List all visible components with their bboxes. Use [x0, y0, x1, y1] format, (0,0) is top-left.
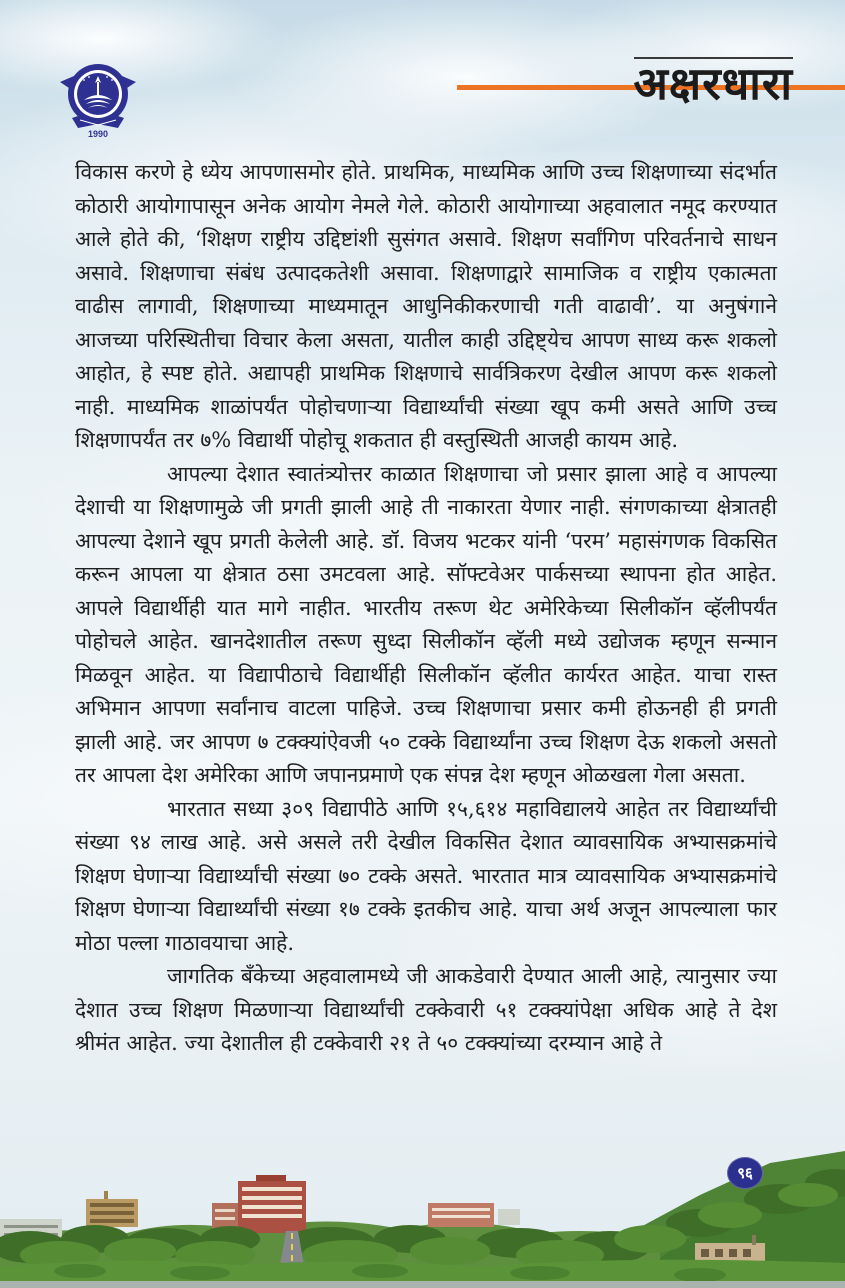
- body-paragraph: विकास करणे हे ध्येय आपणासमोर होते. प्राथमिक, माध्यमिक आणि उच्च शिक्षणाच्या संदर्भात कोठारी आयोगापासून अनेक आयोग नेमले गेले. कोठारी आयोगाच्या अहवालात नमूद करण्यात आले होते की, ‘शिक्षण राष्ट्रीय उद्दिष्टांशी सुसंगत असावे. शिक्षण सर्वांगिण परिवर्तनाचे साधन असावे. शिक्षणाचा संबंध उत्पादकतेशी असावा. शिक्षणाद्वारे सामाजिक व राष्ट्रीय एकात्मता वाढीस लागावी, शिक्षणाच्या माध्यमातून आधुनिकीकरणाची गती वाढावी’. या अनुषंगाने आजच्या परिस्थितीचा विचार केला असता, यातील काही उद्दिष्ट्येच आपण साध्य करू शकलो आहोत, हे स्पष्ट होते. अद्यापही प्राथमिक शिक्षणाचे सार्वत्रिकरण देखील आपण करू शकलो नाही. माध्यमिक शाळांपर्यंत पोहोचणाऱ्या विद्यार्थ्यांची संख्या खूप कमी असते आणि उच्च शिक्षणापर्यंत तर ७% विद्यार्थी पोहोचू शकतात ही वस्तुस्थिती आजही कायम आहे.: [75, 160, 777, 452]
- campus-photo: [0, 1143, 845, 1288]
- page-title: अक्षरधारा: [633, 57, 793, 110]
- university-emblem-logo: [58, 56, 138, 144]
- body-paragraph: जागतिक बँकेच्या अहवालामध्ये जी आकडेवारी देण्यात आली आहे, त्यानुसार ज्या देशात उच्च शिक्षण मिळणाऱ्या विद्यार्थ्यांची टक्केवारी ५१ टक्क्यांपेक्षा अधिक आहे ते देश श्रीमंत आहेत. ज्या देशातील ही टक्केवारी २१ ते ५० टक्क्यांच्या दरम्यान आहे ते: [75, 964, 777, 1055]
- body-text: [75, 156, 777, 1061]
- body-paragraph: आपल्या देशात स्वातंत्र्योत्तर काळात शिक्षणाचा जो प्रसार झाला आहे व आपल्या देशाची या शिक्षणामुळे जी प्रगती झाली आहे ती नाकारता येणार नाही. संगणकाच्या क्षेत्रातही आपल्या देशाने खूप प्रगती केलेली आहे. डॉ. विजय भटकर यांनी ‘परम’ महासंगणक विकसित करून आपला या क्षेत्रात ठसा उमटवला आहे. सॉफ्टवेअर पार्कसच्या स्थापना होत आहेत. आपले विद्यार्थीही यात मागे नाहीत. भारतीय तरूण थेट अमेरिकेच्या सिलीकॉन व्हॅलीपर्यंत पोहोचले आहेत. खानदेशातील तरूण सुध्दा सिलीकॉन व्हॅली मध्ये उद्योजक म्हणून सन्मान मिळवून आहेत. या विद्यापीठाचे विद्यार्थीही सिलीकॉन व्हॅलीत कार्यरत आहेत. याचा रास्त अभिमान आपणा सर्वांनाच वाटला पाहिजे. उच्च शिक्षणाचा प्रसार कमी होऊनही ही प्रगती झाली आहे. जर आपण ७ टक्क्यांऐवजी ५० टक्के विद्यार्थ्यांना उच्च शिक्षण देऊ शकलो असतो तर आपला देश अमेरिका आणि जपानप्रमाणे एक संपन्न देश म्हणून ओळखला गेला असता.: [75, 461, 777, 787]
- body-paragraph: भारतात सध्या ३०९ विद्यापीठे आणि १५,६१४ महाविद्यालये आहेत तर विद्यार्थ्यांची संख्या ९४ लाख आहे. असे असले तरी देखील विकसित देशात व्यावसायिक अभ्यासक्रमांचे शिक्षण घेणाऱ्या विद्यार्थ्यांची संख्या ७० टक्के असते. भारतात मात्र व्यावसायिक अभ्यासक्रमांचे शिक्षण घेणाऱ्या विद्यार्थ्यांची संख्या १७ टक्के इतकीच आहे. याचा अर्थ अजून आपल्याला फार मोठा पल्ला गाठावयाचा आहे.: [75, 796, 777, 955]
- emblem-icon: [58, 56, 138, 144]
- building-center-tower: [238, 1175, 306, 1233]
- page-number-badge: [727, 1157, 763, 1189]
- logo-year: 1990: [87, 129, 109, 139]
- building-left-drum: [86, 1191, 138, 1227]
- page-number: ९६: [737, 1164, 753, 1182]
- building-right-mid: [428, 1203, 520, 1227]
